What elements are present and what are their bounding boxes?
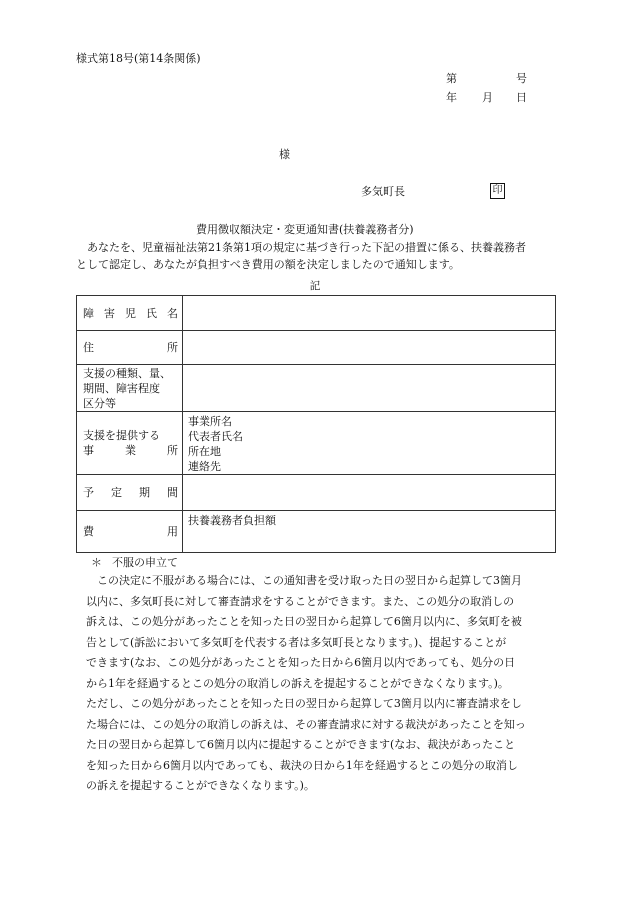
objection-line: 以内に、多気町長に対して審査請求をすることができます。また、この処分の取消しの [86, 594, 515, 608]
period-label-cell [77, 475, 183, 511]
cost-label: 費用 [83, 525, 178, 538]
objection-line: から1年を経過するとこの処分の取消しの訴えを提起することができなくなります。)。 [86, 676, 509, 690]
support-type-label-cell [77, 365, 183, 412]
intro-line: あなたを、児童福祉法第21条第1項の規定に基づき行った下記の措置に係る、扶養義務者 [76, 241, 526, 254]
objection-line: の訴えを提起することができなくなります。)。 [86, 779, 315, 792]
asterisk-icon: ＊ [91, 556, 102, 569]
address-label-cell [77, 331, 183, 365]
address-value [183, 331, 556, 365]
provider-contact-field: 連絡先 [188, 460, 221, 473]
ki-marker: 記 [309, 280, 321, 292]
table-row [77, 412, 556, 475]
child-name-label: 障害児氏名 [83, 306, 178, 320]
table-row [77, 365, 556, 412]
period-value [183, 475, 556, 511]
intro-paragraph [76, 239, 560, 273]
objection-heading-text: 不服の申立て [112, 556, 178, 569]
cost-label-cell [77, 511, 183, 553]
recipient-honorific: 様 [279, 148, 290, 161]
support-type-value [183, 365, 556, 412]
provider-label-line: 支援を提供する [83, 429, 160, 442]
provider-representative-field: 代表者氏名 [188, 430, 243, 443]
table-row [77, 331, 556, 365]
number-suffix: 号 [516, 72, 527, 85]
seal-box: 印 [490, 183, 505, 199]
cost-value-cell [183, 511, 556, 553]
objection-line: この決定に不服がある場合には、この通知書を受け取った日の翌日から起算して3箇月 [86, 574, 522, 587]
provider-location-field: 所在地 [188, 445, 221, 458]
support-type-label-line: 期間、障害程度 [83, 381, 160, 395]
child-name-value [183, 296, 556, 331]
support-type-label-line: 区分等 [83, 396, 116, 410]
table-row [77, 511, 556, 553]
objection-line: を知った日から6箇月以内であっても、裁決の日から1年を経過するとこの処分の取消し [86, 758, 518, 772]
objection-line: 告として(訴訟において多気町を代表する者は多気町長となります。)、提起することが [86, 635, 507, 649]
objection-line: た場合には、この処分の取消しの訴えは、その審査請求に対する裁決があったことを知っ [86, 717, 526, 731]
objection-line: た日の翌日から起算して6箇月以内に提起することができます(なお、裁決があったこと [86, 738, 516, 751]
table-row [77, 296, 556, 331]
document-title: 費用徴収額決定・変更通知書(扶養義務者分) [196, 223, 414, 236]
number-prefix: 第 [446, 72, 457, 85]
date-year: 年 [446, 91, 457, 104]
period-label: 予定期間 [83, 486, 178, 499]
address-label: 住所 [83, 341, 178, 354]
provider-name-field: 事業所名 [188, 415, 232, 428]
objection-body [86, 571, 566, 797]
objection-line: 訴えは、この処分があったことを知った日の翌日から起算して6箇月以内に、多気町を被 [86, 615, 522, 628]
provider-label-cell [77, 412, 183, 475]
support-type-label-line: 支援の種類、量、 [83, 366, 171, 380]
cost-value: 扶養義務者負担額 [188, 514, 276, 527]
details-table [76, 295, 556, 553]
date-month: 月 [482, 91, 493, 104]
child-name-label-cell [77, 296, 183, 331]
provider-label-line: 事業所 [83, 444, 178, 457]
objection-line: できます(なお、この処分があったことを知った日から6箇月以内であっても、処分の日 [86, 656, 516, 669]
provider-value-cell [183, 412, 556, 475]
date-day: 日 [516, 91, 527, 104]
sender-name: 多気町長 [361, 185, 405, 198]
form-number: 様式第18号(第14条関係) [76, 52, 201, 65]
intro-line: として認定し、あなたが負担すべき費用の額を決定しましたので通知します。 [76, 258, 460, 271]
objection-line: ただし、この処分があったことを知った日の翌日から起算して3箇月以内に審査請求をし [86, 697, 522, 710]
table-row [77, 475, 556, 511]
